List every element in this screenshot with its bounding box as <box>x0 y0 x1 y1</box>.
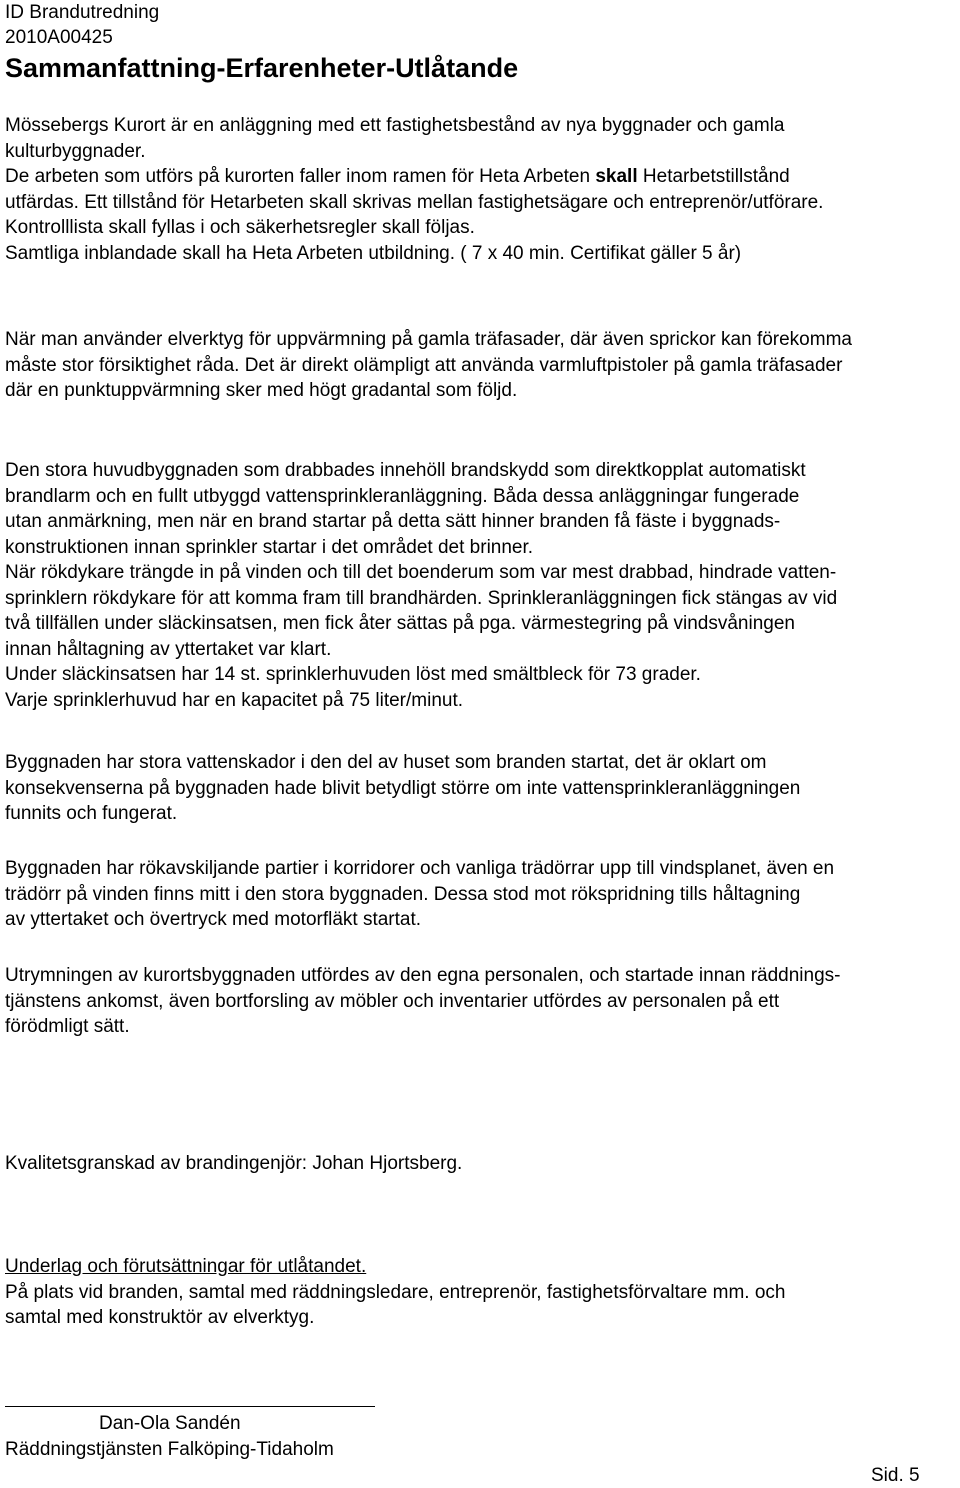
report-type: ID Brandutredning <box>5 2 160 23</box>
section-basis <box>5 1254 785 1331</box>
section-hot-work <box>5 113 823 266</box>
section-smoke-separation <box>5 856 834 933</box>
paragraph-line: konstruktionen innan sprinkler startar i det området det brinner. <box>5 536 534 558</box>
page-number: Sid. 5 <box>871 1465 920 1486</box>
paragraph-line: Varje sprinklerhuvud har en kapacitet på 75 liter/minut. <box>5 689 464 711</box>
paragraph-line <box>5 164 823 190</box>
emphasis-text: skall <box>595 166 638 187</box>
paragraph-line: sprinklern rökdykare för att komma fram till brandhärden. Sprinkleranläggningen fick stängas av vid <box>5 587 838 609</box>
document-header <box>5 0 518 86</box>
paragraph-line: två tillfällen under släckinsatsen, men fick åter sättas på pga. värmestegring på vindsvåningen <box>5 613 795 634</box>
section-evacuation <box>5 963 840 1040</box>
paragraph-line: När man använder elverktyg för uppvärmning på gamla träfasader, där även sprickor kan förekomma <box>5 329 852 350</box>
paragraph-line: trädörr på vinden finns mitt i den stora byggnaden. Dessa stod mot rökspridning tills håltagning <box>5 883 801 905</box>
paragraph-line: konsekvenserna på byggnaden hade blivit betydligt större om inte vattensprinkleranläggningen <box>5 777 801 799</box>
paragraph-line: Den stora huvudbyggnaden som drabbades innehöll brandskydd som direktkopplat automatiskt <box>5 460 806 481</box>
quality-review <box>5 1151 462 1177</box>
paragraph-line: När rökdykare trängde in på vinden och till det boenderum som var mest drabbad, hindrade vatten- <box>5 562 837 583</box>
paragraph-line: Utrymningen av kurortsbyggnaden utfördes av den egna personalen, och startade innan räddnings- <box>5 965 841 986</box>
paragraph-line: Byggnaden har stora vattenskador i den del av huset som branden startat, det är oklart om <box>5 752 767 773</box>
paragraph-line: Byggnaden har rökavskiljande partier i korridorer och vanliga trädörrar upp till vindsplanet, även en <box>5 858 835 879</box>
page-title: Sammanfattning-Erfarenheter-Utlåtande <box>5 53 519 83</box>
text-run: Hetarbetstillstånd <box>637 166 790 187</box>
report-id: 2010A00425 <box>5 27 113 48</box>
paragraph-line: måste stor försiktighet råda. Det är direkt olämpligt att använda varmluftpistoler på gamla träfasader <box>5 354 843 376</box>
signatory-organization: Räddningstjänsten Falköping-Tidaholm <box>5 1439 334 1460</box>
paragraph-line: Samtliga inblandade skall ha Heta Arbeten utbildning. ( 7 x 40 min. Certifikat gäller 5 år) <box>5 242 742 264</box>
paragraph-line: brandlarm och en fullt utbyggd vattensprinkleranläggning. Båda dessa anläggningar fungerade <box>5 485 800 507</box>
paragraph-line: funnits och fungerat. <box>5 803 178 824</box>
text-run: De arbeten som utförs på kurorten faller inom ramen för Heta Arbeten <box>5 166 596 187</box>
signature-line <box>5 1406 375 1407</box>
section-power-tools <box>5 327 852 404</box>
paragraph-line: innan håltagning av yttertaket var klart. <box>5 638 332 660</box>
reviewer-line: Kvalitetsgranskad av brandingenjör: Johan Hjortsberg. <box>5 1153 463 1174</box>
signatory-name: Dan-Ola Sandén <box>99 1413 241 1434</box>
paragraph-line: Under släckinsatsen har 14 st. sprinklerhuvuden löst med smältbleck för 73 grader. <box>5 664 701 685</box>
paragraph-line: av yttertaket och övertryck med motorfläkt startat. <box>5 909 422 930</box>
paragraph-line: samtal med konstruktör av elverktyg. <box>5 1307 315 1328</box>
paragraph-line: förödmligt sätt. <box>5 1016 130 1037</box>
paragraph-line: tjänstens ankomst, även bortforsling av möbler och inventarier utfördes av personalen på ett <box>5 990 780 1012</box>
basis-heading: Underlag och förutsättningar för utlåtandet. <box>5 1256 367 1277</box>
paragraph-line: utfärdas. Ett tillstånd för Hetarbeten skall skrivas mellan fastighetsägare och entreprenör/utförare. <box>5 191 824 213</box>
section-sprinkler <box>5 458 837 713</box>
paragraph-line: Kontrolllista skall fyllas i och säkerhetsregler skall följas. <box>5 217 475 238</box>
section-water-damage <box>5 750 800 827</box>
paragraph-line: utan anmärkning, men när en brand startar på detta sätt hinner branden få fäste i byggnads- <box>5 511 781 532</box>
paragraph-line: På plats vid branden, samtal med räddningsledare, entreprenör, fastighetsförvaltare mm. och <box>5 1281 786 1303</box>
paragraph-line: där en punktuppvärmning sker med högt gradantal som följd. <box>5 380 518 401</box>
paragraph-line: kulturbyggnader. <box>5 140 146 162</box>
paragraph-line: Mössebergs Kurort är en anläggning med ett fastighetsbestånd av nya byggnader och gamla <box>5 115 785 136</box>
